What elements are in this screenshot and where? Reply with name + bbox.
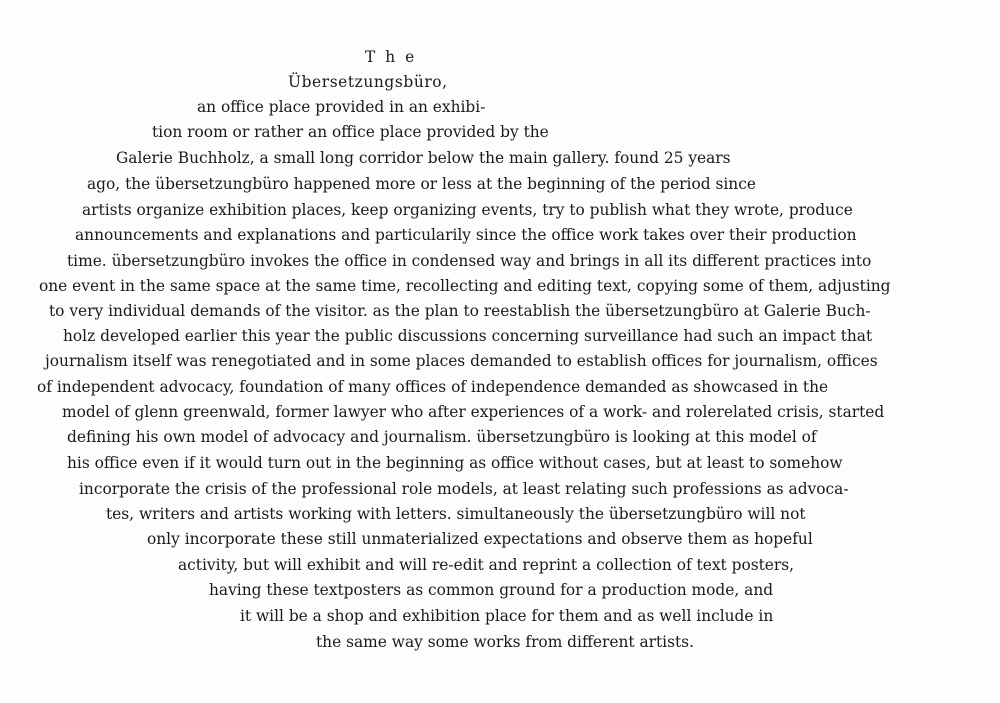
text-line: having these textposters as common ground for a production mode, and: [209, 581, 774, 599]
text-line-subtitle: Übersetzungsbüro,: [288, 73, 448, 91]
text-line: to very individual demands of the visitor. as the plan to reestablish the übersetzungbüro at Galerie Buch-: [49, 302, 871, 320]
text-line: holz developed earlier this year the public discussions concerning surveillance had such an impact that: [63, 327, 873, 345]
text-line: incorporate the crisis of the professional role models, at least relating such professions as advoca-: [79, 480, 849, 498]
text-line: an office place provided in an exhibi-: [197, 98, 486, 116]
text-line: the same way some works from different artists.: [316, 633, 694, 651]
text-line: of independent advocacy, foundation of many offices of independence demanded as showcased in the: [37, 378, 829, 396]
text-line: tes, writers and artists working with letters. simultaneously the übersetzungbüro will not: [106, 505, 806, 523]
text-line: time. übersetzungbüro invokes the office in condensed way and brings in all its different practices into: [67, 252, 872, 270]
text-line: model of glenn greenwald, former lawyer who after experiences of a work- and rolerelated crisis, started: [62, 403, 885, 421]
text-line-title: The: [365, 48, 425, 66]
text-line: journalism itself was renegotiated and in some places demanded to establish offices for journalism, offices: [45, 352, 878, 370]
text-line: activity, but will exhibit and will re-edit and reprint a collection of text posters,: [178, 556, 795, 574]
text-line: only incorporate these still unmaterialized expectations and observe them as hopeful: [147, 530, 813, 548]
text-line: Galerie Buchholz, a small long corridor below the main gallery. found 25 years: [116, 149, 731, 167]
text-line: tion room or rather an office place provided by the: [152, 123, 549, 141]
text-line: announcements and explanations and particularily since the office work takes over their production: [75, 226, 857, 244]
text-line: defining his own model of advocacy and journalism. übersetzungbüro is looking at this model of: [67, 428, 817, 446]
text-line: ago, the übersetzungbüro happened more or less at the beginning of the period since: [87, 175, 756, 193]
text-line: one event in the same space at the same time, recollecting and editing text, copying some of them, adjusting: [39, 277, 891, 295]
text-line: his office even if it would turn out in the beginning as office without cases, but at least to somehow: [67, 454, 843, 472]
text-line: artists organize exhibition places, keep organizing events, try to publish what they wrote, produce: [82, 201, 853, 219]
text-line: it will be a shop and exhibition place for them and as well include in: [240, 607, 774, 625]
